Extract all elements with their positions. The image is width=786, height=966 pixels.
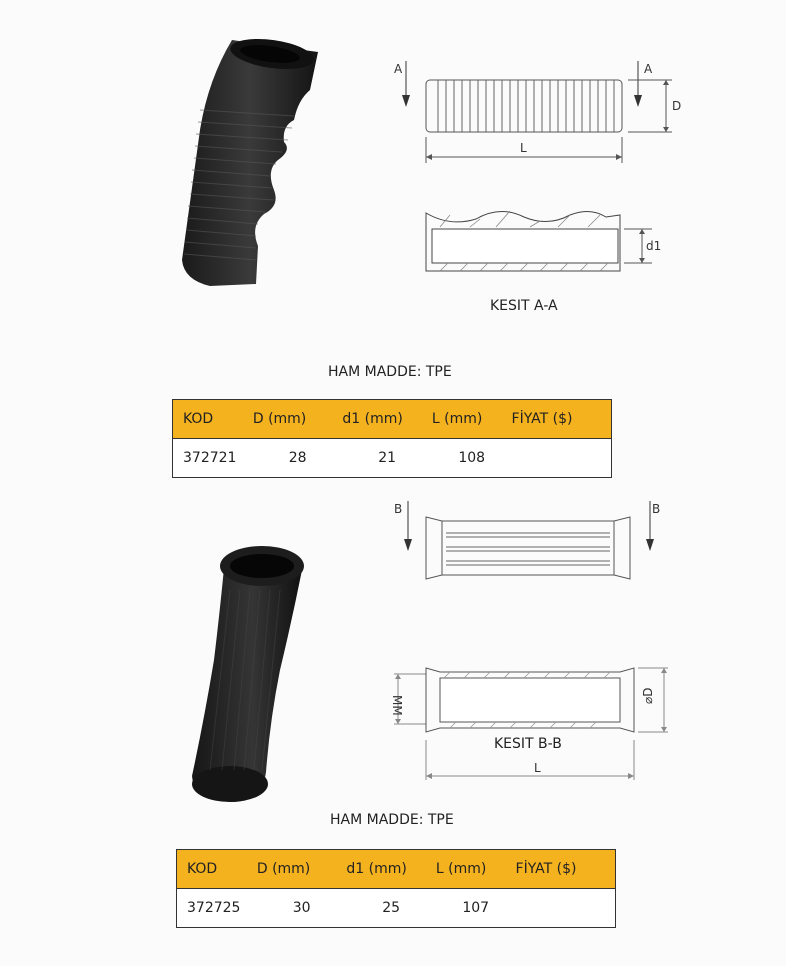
section-label-a-a: KESIT A-A — [490, 298, 558, 314]
grip-372725-section-view — [370, 660, 680, 790]
section-marker-right-b: B — [652, 502, 661, 516]
section-marker-right: A — [644, 62, 653, 76]
grip-372721-top-view — [390, 55, 690, 175]
dim-d1-label: d1 — [646, 239, 662, 253]
section-marker-left-b: B — [394, 502, 403, 516]
header-d1: d1 (mm) — [342, 400, 432, 439]
table-header-row — [173, 400, 612, 439]
cell-d: 28 — [253, 439, 343, 478]
dim-D-dia-label: ⌀D — [641, 687, 655, 704]
cell-kod: 372725 — [177, 889, 257, 928]
material-label-2: HAM MADDE: TPE — [330, 812, 454, 828]
cell-kod: 372721 — [173, 439, 253, 478]
dim-L-label: L — [520, 141, 527, 155]
header-price: FİYAT ($) — [516, 850, 616, 889]
header-l: L (mm) — [432, 400, 512, 439]
cell-price — [516, 889, 616, 928]
table-row — [177, 889, 616, 928]
spec-table-372721 — [172, 399, 612, 478]
cell-d1: 25 — [346, 889, 436, 928]
grip-372725-top-view — [390, 495, 680, 595]
dim-mm-label: MM — [390, 695, 404, 716]
cell-l: 108 — [432, 439, 512, 478]
header-kod: KOD — [173, 400, 253, 439]
header-kod: KOD — [177, 850, 257, 889]
header-d: D (mm) — [253, 400, 343, 439]
dim-L-label-b: L — [534, 761, 541, 775]
header-l: L (mm) — [436, 850, 516, 889]
cell-l: 107 — [436, 889, 516, 928]
cell-price — [512, 439, 612, 478]
grip-372721-section-view — [420, 205, 680, 285]
header-d: D (mm) — [257, 850, 347, 889]
table-header-row — [177, 850, 616, 889]
grip-372725-photo — [180, 540, 320, 810]
header-d1: d1 (mm) — [346, 850, 436, 889]
header-price: FİYAT ($) — [512, 400, 612, 439]
dim-D-label: D — [672, 99, 682, 113]
material-label: HAM MADDE: TPE — [328, 364, 452, 380]
cell-d: 30 — [257, 889, 347, 928]
section-marker-left: A — [394, 62, 403, 76]
cell-d1: 21 — [342, 439, 432, 478]
section-label-b-b: KESIT B-B — [494, 736, 562, 752]
spec-table-372725 — [176, 849, 616, 928]
table-row — [173, 439, 612, 478]
grip-372721-photo — [170, 30, 330, 290]
